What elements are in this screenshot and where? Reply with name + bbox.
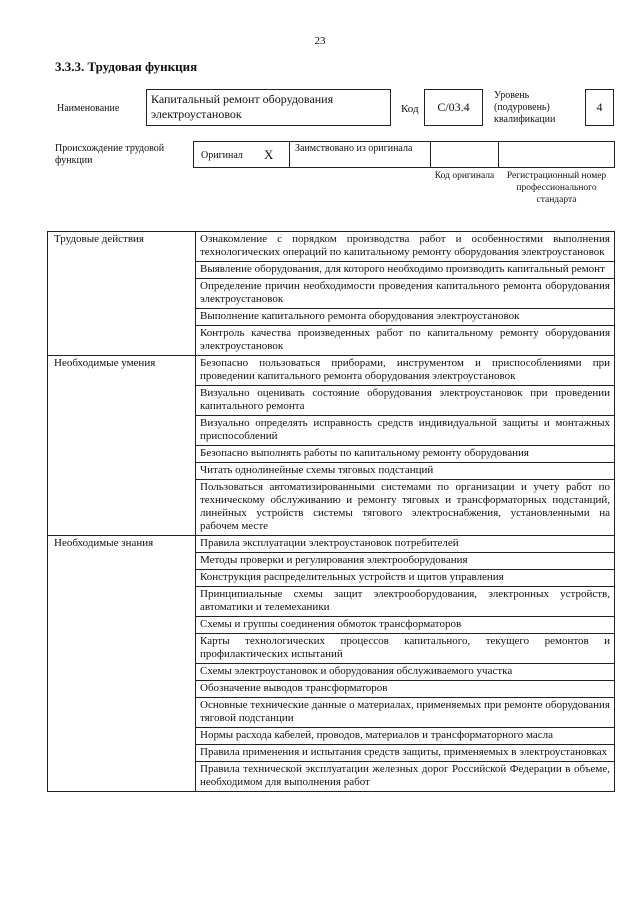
table-cell-item: Определение причин необходимости проведения капитального ремонта оборудования электроустановок: [196, 279, 615, 309]
borrowed-cell: [289, 141, 431, 168]
table-cell-item: Принципиальные схемы защит электрооборудования, электронных устройств, автоматики и телемеханики: [196, 587, 615, 617]
table-cell-item: Обозначение выводов трансформаторов: [196, 681, 615, 698]
table-cell-item: Читать однолинейные схемы тяговых подстанций: [196, 463, 615, 480]
code-value: С/03.4: [424, 89, 483, 126]
level-label: Уровень (подуровень) квалификации: [494, 90, 556, 125]
page-number: 23: [314, 35, 326, 47]
table-cell-item: Ознакомление с порядком производства работ и особенностями выполнения технологических операций по капитальному ремонту оборудования электроустановок: [196, 232, 615, 262]
original-label: Оригинал: [201, 150, 243, 161]
table-cell-item: Методы проверки и регулирования электрооборудования: [196, 553, 615, 570]
table-cell-item: Основные технические данные о материалах, применяемых при ремонте оборудования тяговой подстанции: [196, 698, 615, 728]
reg-number-caption: Регистрационный номер профессионального стандарта: [506, 171, 607, 205]
code-label: Код: [401, 103, 419, 115]
origin-label: Происхождение трудовой функции: [55, 143, 165, 166]
section-heading: Необходимые знания: [48, 536, 196, 792]
original-cell: [193, 141, 290, 168]
name-value: Капитальный ремонт оборудования электроустановок: [146, 89, 391, 126]
table-cell-item: Схемы и группы соединения обмоток трансформаторов: [196, 617, 615, 634]
table-cell-item: Безопасно пользоваться приборами, инструментом и приспособлениями при проведении капитального ремонта оборудования электроустановок: [196, 356, 615, 386]
level-value: 4: [585, 89, 614, 126]
table-cell-item: Визуально определять исправность средств индивидуальной защиты и монтажных приспособлений: [196, 416, 615, 446]
table-cell-item: Правила технической эксплуатации железных дорог Российской Федерации в объеме, необходимом для выполнения работ: [196, 762, 615, 792]
reg-number-cell: [498, 141, 615, 168]
function-table: [47, 231, 615, 792]
borrowed-label: Заимствовано из оригинала: [295, 143, 413, 154]
code-original-cell: [430, 141, 499, 168]
table-cell-item: Конструкция распределительных устройств и щитов управления: [196, 570, 615, 587]
table-row: [48, 536, 615, 553]
table-cell-item: Нормы расхода кабелей, проводов, материалов и трансформаторного масла: [196, 728, 615, 745]
name-label: Наименование: [57, 103, 120, 114]
table-cell-item: Схемы электроустановок и оборудования обслуживаемого участка: [196, 664, 615, 681]
table-cell-item: Правила применения и испытания средств защиты, применяемых в электроустановках: [196, 745, 615, 762]
original-mark: X: [264, 147, 274, 162]
table-cell-item: Пользоваться автоматизированными системами по организации и учету работ по техническому обслуживанию и ремонту тяговых и трансформаторных подстанций, линейных устройств системы тягового электроснабжения, установленными на рабочем месте: [196, 480, 615, 536]
table-cell-item: Карты технологических процессов капитального, текущего ремонтов и профилактических испытаний: [196, 634, 615, 664]
table-cell-item: Выявление оборудования, для которого необходимо производить капитальный ремонт: [196, 262, 615, 279]
table-row: [48, 356, 615, 386]
table-cell-item: Контроль качества произведенных работ по капитальному ремонту оборудования электроустановок: [196, 326, 615, 356]
section-heading: Необходимые умения: [48, 356, 196, 536]
table-cell-item: Безопасно выполнять работы по капитальному ремонту оборудования: [196, 446, 615, 463]
table-cell-item: Выполнение капитального ремонта оборудования электроустановок: [196, 309, 615, 326]
table-cell-item: Правила эксплуатации электроустановок потребителей: [196, 536, 615, 553]
code-original-caption: Код оригинала: [434, 171, 495, 181]
table-row: [48, 232, 615, 262]
table-cell-item: Визуально оценивать состояние оборудования электроустановок при проведении капитального ремонта: [196, 386, 615, 416]
section-title: 3.3.3. Трудовая функция: [55, 59, 198, 74]
section-heading: Трудовые действия: [48, 232, 196, 356]
origin-row: [193, 141, 615, 168]
